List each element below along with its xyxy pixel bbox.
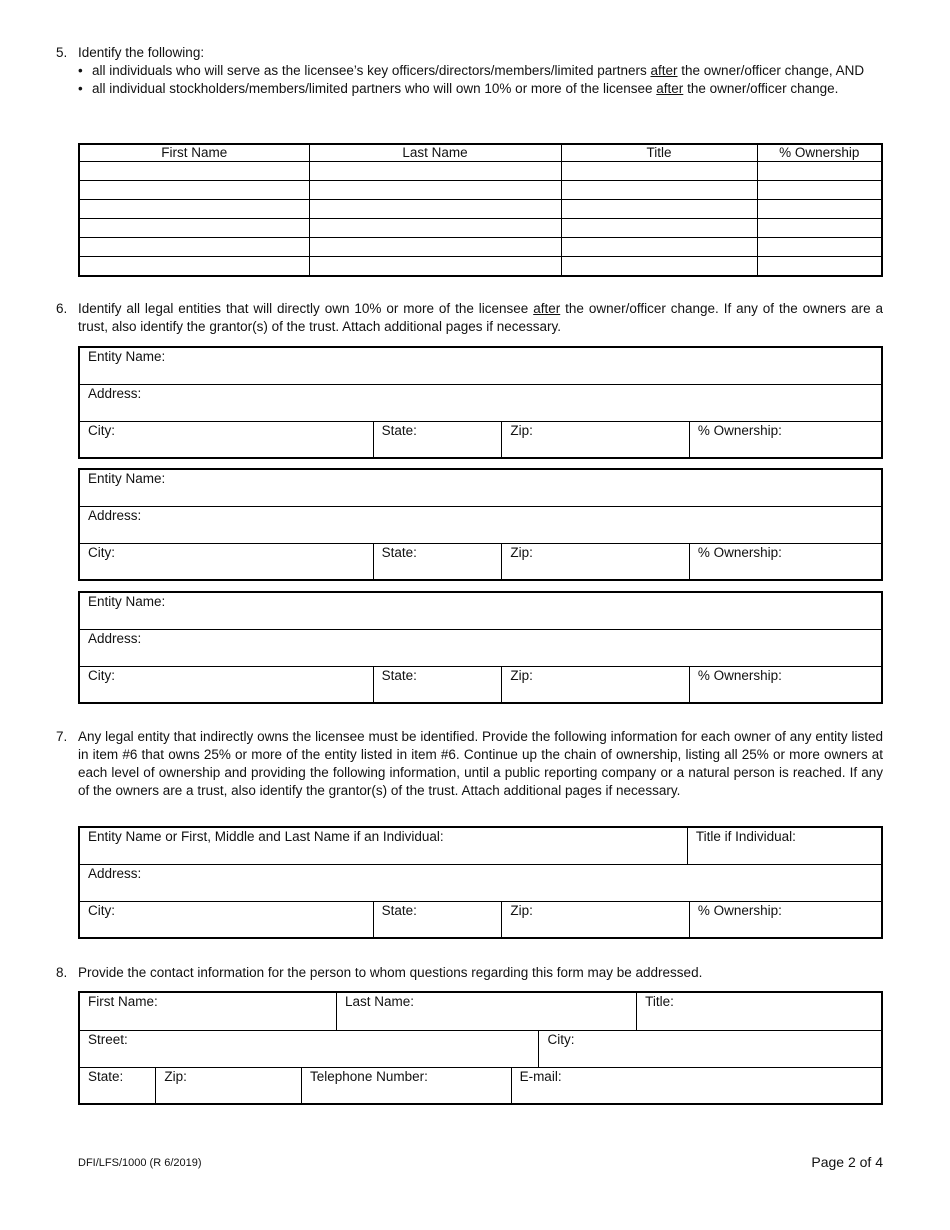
- zip-field[interactable]: Zip:: [502, 543, 689, 580]
- question-number: 5.: [56, 45, 68, 60]
- officers-table: [78, 143, 883, 277]
- street-field[interactable]: Street:: [79, 1030, 539, 1067]
- title-field[interactable]: Title:: [637, 992, 882, 1030]
- bullet-item: • all individuals who will serve as the licensee’s key officers/directors/members/limited partners after the owner/officer change, AND: [78, 62, 883, 80]
- zip-field[interactable]: Zip:: [502, 666, 689, 703]
- table-cell[interactable]: [79, 181, 309, 200]
- table-row: [79, 200, 882, 219]
- entity-name-field[interactable]: Entity Name:: [79, 469, 882, 506]
- entity-box: [78, 346, 883, 459]
- first-name-field[interactable]: First Name:: [79, 992, 336, 1030]
- table-cell[interactable]: [757, 219, 882, 238]
- table-cell[interactable]: [309, 200, 561, 219]
- question-text: Provide the contact information for the person to whom questions regarding this form may be addressed.: [78, 965, 703, 980]
- ownership-field[interactable]: % Ownership:: [689, 421, 882, 458]
- table-cell[interactable]: [757, 162, 882, 181]
- indirect-owner-box: [78, 826, 883, 939]
- bullet-list: [78, 62, 883, 98]
- table-cell[interactable]: [309, 162, 561, 181]
- bullet-item: • all individual stockholders/members/limited partners who will own 10% or more of the licensee after the owner/officer change.: [78, 80, 883, 98]
- table-cell[interactable]: [561, 238, 757, 257]
- table-cell[interactable]: [561, 162, 757, 181]
- question-text: Identify the following:: [78, 45, 205, 60]
- table-cell[interactable]: [757, 257, 882, 277]
- state-field[interactable]: State:: [373, 543, 502, 580]
- column-header-ownership: % Ownership: [757, 144, 882, 162]
- question-8: [56, 964, 883, 982]
- table-row: [79, 162, 882, 181]
- city-field[interactable]: City:: [539, 1030, 882, 1067]
- ownership-field[interactable]: % Ownership:: [689, 666, 882, 703]
- ownership-field[interactable]: % Ownership:: [689, 901, 882, 938]
- officers-table-body: [79, 162, 882, 277]
- city-field[interactable]: City:: [79, 421, 373, 458]
- table-cell[interactable]: [309, 181, 561, 200]
- form-identifier: DFI/LFS/1000 (R 6/2019): [78, 1157, 202, 1169]
- table-cell[interactable]: [309, 238, 561, 257]
- table-cell[interactable]: [757, 200, 882, 219]
- table-row: [79, 257, 882, 277]
- address-field[interactable]: Address:: [79, 384, 882, 421]
- state-field[interactable]: State:: [79, 1067, 156, 1104]
- table-cell[interactable]: [757, 238, 882, 257]
- question-text: Any legal entity that indirectly owns the licensee must be identified. Provide the following information for each owner of any entity listed in item #6 that owns 25% or more of the entity listed in item #6. Continue up the chain of ownership, listing all 25% or more owners at each level of ownership and providing the following information, until a public reporting company or a natural person is reached. If any of the owners are a trust, also identify the grantor(s) of the trust. Attach additional pages if necessary.: [78, 729, 883, 798]
- address-field[interactable]: Address:: [79, 506, 882, 543]
- zip-field[interactable]: Zip:: [502, 901, 689, 938]
- city-field[interactable]: City:: [79, 543, 373, 580]
- question-number: 6.: [56, 301, 68, 316]
- entity-box: [78, 591, 883, 704]
- question-number: 8.: [56, 965, 68, 980]
- table-cell[interactable]: [79, 219, 309, 238]
- title-if-individual-field[interactable]: Title if Individual:: [687, 827, 882, 864]
- table-row: [79, 181, 882, 200]
- city-field[interactable]: City:: [79, 666, 373, 703]
- state-field[interactable]: State:: [373, 421, 502, 458]
- city-field[interactable]: City:: [79, 901, 373, 938]
- table-cell[interactable]: [561, 181, 757, 200]
- address-field[interactable]: Address:: [79, 629, 882, 666]
- table-row: [79, 219, 882, 238]
- table-cell[interactable]: [757, 181, 882, 200]
- address-field[interactable]: Address:: [79, 864, 882, 901]
- ownership-field[interactable]: % Ownership:: [689, 543, 882, 580]
- state-field[interactable]: State:: [373, 901, 502, 938]
- table-row: [79, 238, 882, 257]
- question-7: [56, 728, 883, 800]
- table-cell[interactable]: [79, 200, 309, 219]
- column-header-first-name: First Name: [79, 144, 309, 162]
- table-cell[interactable]: [561, 257, 757, 277]
- zip-field[interactable]: Zip:: [156, 1067, 302, 1104]
- telephone-field[interactable]: Telephone Number:: [302, 1067, 512, 1104]
- table-cell[interactable]: [561, 219, 757, 238]
- table-cell[interactable]: [79, 238, 309, 257]
- question-number: 7.: [56, 729, 68, 744]
- page-number: Page 2 of 4: [811, 1154, 883, 1170]
- question-5: [56, 44, 883, 98]
- entity-name-field[interactable]: Entity Name:: [79, 347, 882, 384]
- zip-field[interactable]: Zip:: [502, 421, 689, 458]
- table-cell[interactable]: [561, 200, 757, 219]
- table-cell[interactable]: [309, 257, 561, 277]
- question-text: Identify all legal entities that will directly own 10% or more of the licensee after the owner/officer change. If any of the owners are a trust, also identify the grantor(s) of the trust. Attach additional pages if necessary.: [78, 301, 883, 334]
- contact-info-box: [78, 991, 883, 1105]
- question-6: [56, 300, 883, 336]
- table-cell[interactable]: [79, 162, 309, 181]
- table-cell[interactable]: [309, 219, 561, 238]
- table-cell[interactable]: [79, 257, 309, 277]
- entity-box: [78, 468, 883, 581]
- last-name-field[interactable]: Last Name:: [336, 992, 636, 1030]
- column-header-title: Title: [561, 144, 757, 162]
- email-field[interactable]: E-mail:: [511, 1067, 882, 1104]
- column-header-last-name: Last Name: [309, 144, 561, 162]
- state-field[interactable]: State:: [373, 666, 502, 703]
- entity-name-field[interactable]: Entity Name:: [79, 592, 882, 629]
- entity-or-individual-name-field[interactable]: Entity Name or First, Middle and Last Name if an Individual:: [79, 827, 687, 864]
